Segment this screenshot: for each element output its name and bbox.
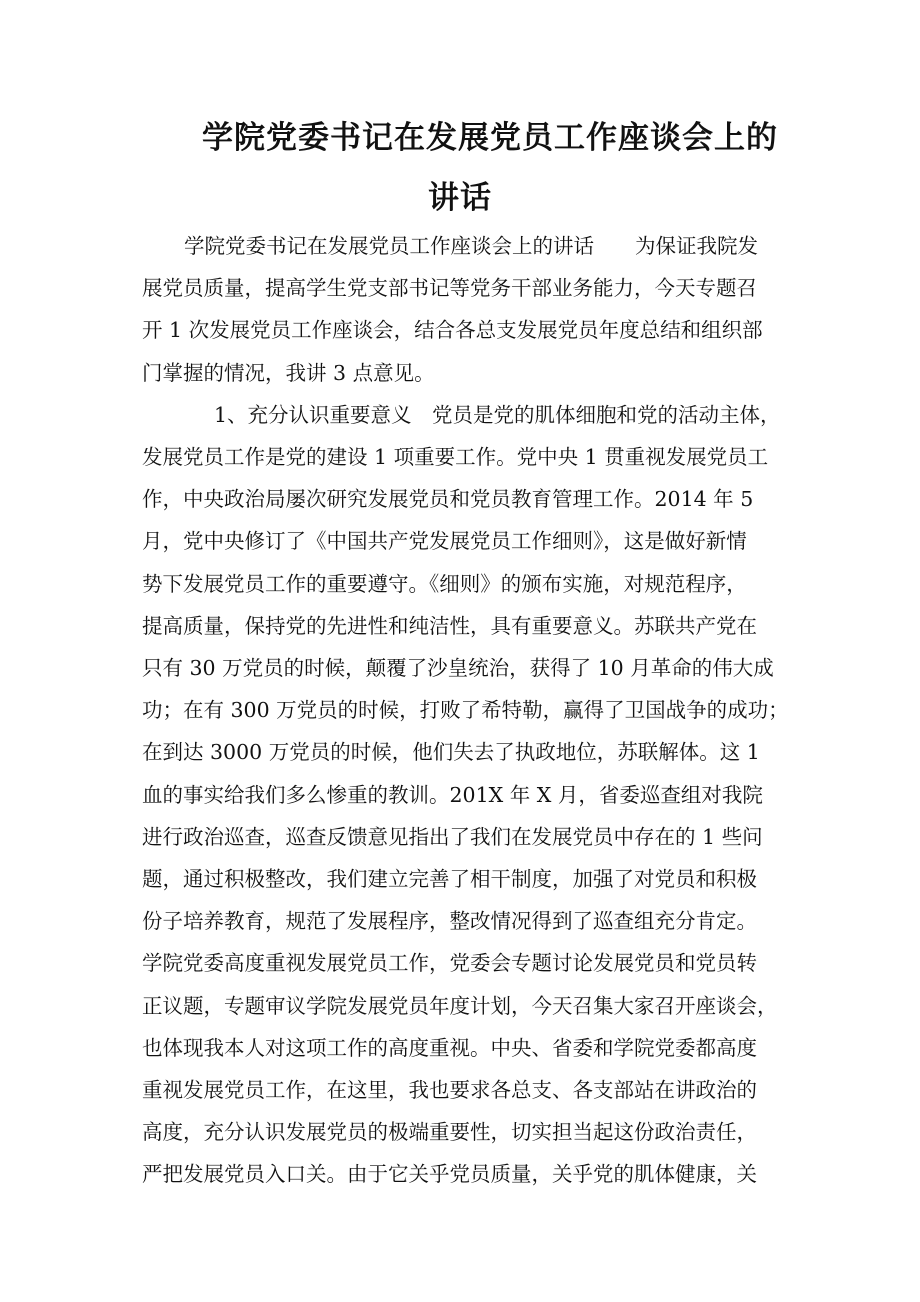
- body-line: 提高质量，保持党的先进性和纯洁性，具有重要意义。苏联共产党在: [142, 613, 757, 638]
- body-line: 展党员质量，提高学生党支部书记等党务干部业务能力，今天专题召: [142, 276, 757, 301]
- body-line: 题，通过积极整改，我们建立完善了相干制度，加强了对党员和积极: [142, 867, 757, 891]
- body-line: 也体现我本人对这项工作的高度重视。中央、省委和学院党委都高度: [142, 1035, 757, 1060]
- body-line: 进行政治巡查，巡查反馈意见指出了我们在发展党员中存在的 1 些问: [142, 824, 763, 849]
- body-line: 重视发展党员工作，在这里，我也要求各总支、各支部站在讲政治的: [142, 1078, 757, 1102]
- body-line: 高度，充分认识发展党员的极端重要性，切实担当起这份政治责任，: [142, 1120, 757, 1145]
- body-line: 发展党员工作是党的建设 1 项重要工作。党中央 1 贯重视发展党员工: [142, 445, 769, 469]
- body-line: 在到达 3000 万党员的时候，他们失去了执政地位，苏联解体。这 1: [142, 740, 760, 765]
- body-line: 只有 30 万党员的时候，颠覆了沙皇统治，获得了 10 月革命的伟大成: [142, 656, 774, 680]
- body-line: 开 1 次发展党员工作座谈会，结合各总支发展党员年度总结和组织部: [142, 318, 763, 343]
- body-line: 份子培养教育，规范了发展程序，整改情况得到了巡查组充分肯定。: [142, 909, 757, 934]
- body-line: 严把发展党员入口关。由于它关乎党员质量，关乎党的肌体健康，关: [142, 1162, 757, 1187]
- body-line: 功；在有 300 万党员的时候，打败了希特勒，赢得了卫国战争的成功；: [142, 698, 789, 723]
- body-line: 势下发展党员工作的重要遵守。《细则》的颁布实施，对规范程序，: [142, 571, 747, 596]
- body-line: 门掌握的情况，我讲 3 点意见。: [142, 360, 435, 385]
- body-line: 作，中央政治局屡次研究发展党员和党员教育管理工作。2014 年 5: [142, 487, 754, 512]
- document-title-line-2: 讲话: [428, 180, 492, 216]
- body-line: 正议题，专题审议学院发展党员年度计划，今天召集大家召开座谈会，: [142, 993, 778, 1018]
- body-line: 学院党委书记在发展党员工作座谈会上的讲话 为保证我院发: [184, 234, 758, 258]
- document-title-line-1: 学院党委书记在发展党员工作座谈会上的: [202, 120, 778, 156]
- body-line: 1、充分认识重要意义 党员是党的肌体细胞和党的活动主体，: [214, 402, 781, 427]
- body-line: 血的事实给我们多么惨重的教训。201X 年 X 月，省委巡查组对我院: [142, 782, 763, 807]
- body-line: 学院党委高度重视发展党员工作，党委会专题讨论发展党员和党员转: [142, 951, 757, 976]
- body-line: 月，党中央修订了《中国共产党发展党员工作细则》，这是做好新情: [142, 529, 747, 554]
